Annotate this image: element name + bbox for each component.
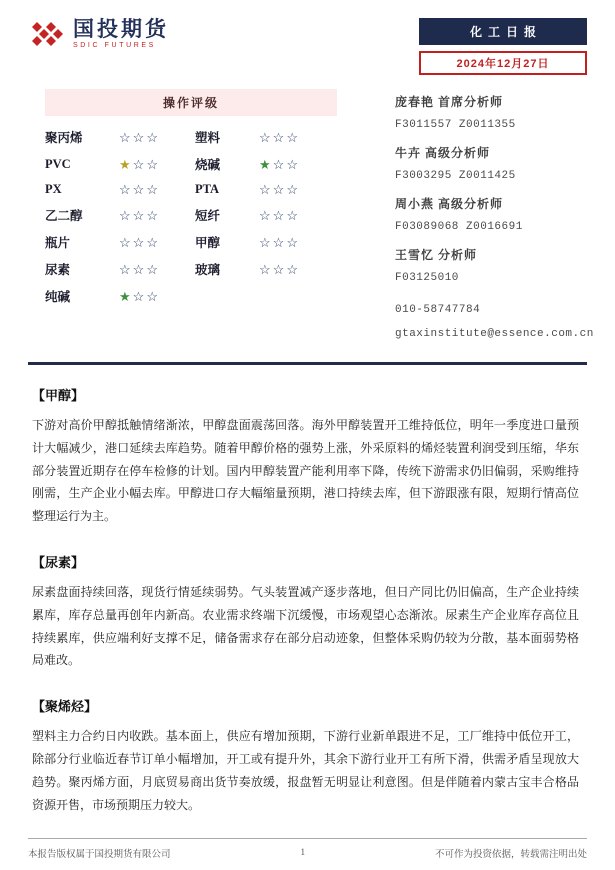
footer-copyright: 本报告版权属于国投期货有限公司 xyxy=(28,850,171,860)
star-filled-icon: ★ xyxy=(119,288,133,304)
star-hollow-icon: ☆ xyxy=(132,288,147,304)
star-hollow-icon: ☆ xyxy=(132,207,147,223)
star-hollow-icon: ☆ xyxy=(146,234,160,250)
star-hollow-icon: ☆ xyxy=(119,207,133,223)
commodity-name: 玻璃 xyxy=(195,263,221,277)
star-hollow-icon: ☆ xyxy=(272,261,287,277)
star-hollow-icon: ☆ xyxy=(286,182,300,197)
analyst-codes: F3011557 Z0011355 xyxy=(395,119,516,131)
report-date: 2024年12月27日 xyxy=(419,51,587,75)
commodity-rating xyxy=(119,183,195,196)
star-hollow-icon: ☆ xyxy=(119,182,133,197)
star-hollow-icon: ☆ xyxy=(272,156,287,172)
analyst-name-title: 牛卉 高级分析师 xyxy=(395,146,491,160)
commodity-rating xyxy=(259,131,335,144)
star-hollow-icon: ☆ xyxy=(132,234,147,250)
ratings-table xyxy=(45,128,337,305)
contact-block xyxy=(395,304,594,340)
analyst-name-title: 王雪忆 分析师 xyxy=(395,248,478,262)
brand-name: 国投期货 xyxy=(73,17,169,41)
analysts-panel xyxy=(395,89,594,352)
star-hollow-icon: ☆ xyxy=(146,156,160,172)
commodity-rating xyxy=(259,236,335,249)
star-hollow-icon: ☆ xyxy=(272,234,287,250)
section-body: 下游对高价甲醇抵触情绪渐浓，甲醇盘面震荡回落。海外甲醇装置开工维持低位，明年一季度进口量预计大幅减少，港口延续去库趋势。随着甲醇价格的强势上涨，外采原料的烯烃装置利润受到压缩，华东部分装置近期存在停车检修的计划。国内甲醇装置产能利用率下降，传统下游需求仍旧偏弱，采购维持刚需，生产企业小幅去库。甲醇进口存大幅缩量预期，港口持续去库，但下游跟涨有限，短期行情高位整理运行为主。 xyxy=(32,418,579,524)
commodity-rating xyxy=(119,209,195,222)
commodity-rating xyxy=(259,263,335,276)
footer-disclaimer: 不可作为投资依据，转载需注明出处 xyxy=(434,850,587,860)
commodity-rating xyxy=(119,263,195,276)
report-body xyxy=(0,365,615,816)
commodity-name: 烧碱 xyxy=(195,158,221,172)
star-hollow-icon: ☆ xyxy=(146,182,160,197)
star-filled-icon: ★ xyxy=(259,156,273,172)
star-hollow-icon: ☆ xyxy=(259,129,273,145)
star-hollow-icon: ☆ xyxy=(259,234,273,250)
report-section xyxy=(32,552,579,672)
commodity-name: 短纤 xyxy=(195,209,221,223)
page-header xyxy=(0,0,615,75)
commodity-rating xyxy=(259,209,335,222)
commodity-rating xyxy=(119,158,195,171)
star-hollow-icon: ☆ xyxy=(259,207,273,223)
analyst-block xyxy=(395,144,585,182)
star-hollow-icon: ☆ xyxy=(132,182,147,197)
section-title: 【甲醇】 xyxy=(32,388,85,403)
brand-subtitle: SDIC FUTURES xyxy=(73,42,156,50)
star-hollow-icon: ☆ xyxy=(146,129,160,145)
star-hollow-icon: ☆ xyxy=(132,156,147,172)
brand-text xyxy=(73,18,169,49)
analyst-codes: F03125010 xyxy=(395,272,459,284)
report-section xyxy=(32,696,579,816)
star-hollow-icon: ☆ xyxy=(119,234,133,250)
commodity-name: 瓶片 xyxy=(45,236,71,250)
star-hollow-icon: ☆ xyxy=(146,207,160,223)
analyst-name-title: 庞春艳 首席分析师 xyxy=(395,95,504,109)
report-section xyxy=(32,385,579,528)
analyst-block xyxy=(395,93,585,131)
footer-page-number: 1 xyxy=(300,848,306,858)
summary-area xyxy=(0,75,615,352)
commodity-rating xyxy=(119,290,195,303)
star-hollow-icon: ☆ xyxy=(286,234,300,250)
analyst-codes: F03089068 Z0016691 xyxy=(395,221,523,233)
brand-logo xyxy=(28,18,169,49)
star-hollow-icon: ☆ xyxy=(119,129,133,145)
commodity-rating xyxy=(119,131,195,144)
star-hollow-icon: ☆ xyxy=(146,261,160,277)
commodity-name: 纯碱 xyxy=(45,290,71,304)
header-right xyxy=(419,18,587,75)
analyst-block xyxy=(395,246,585,284)
star-hollow-icon: ☆ xyxy=(272,207,287,223)
contact-phone: 010-58747784 xyxy=(395,304,481,316)
commodity-name: 乙二醇 xyxy=(45,209,83,223)
star-hollow-icon: ☆ xyxy=(286,261,300,277)
star-hollow-icon: ☆ xyxy=(132,129,147,145)
commodity-name: 甲醇 xyxy=(195,236,221,250)
star-hollow-icon: ☆ xyxy=(259,261,273,277)
star-hollow-icon: ☆ xyxy=(286,207,300,223)
star-hollow-icon: ☆ xyxy=(272,182,287,197)
commodity-name: 尿素 xyxy=(45,263,71,277)
commodity-name: PTA xyxy=(195,182,220,196)
section-body: 塑料主力合约日内收跌。基本面上，供应有增加预期，下游行业新单跟进不足，工厂维持中低位开工，除部分行业临近春节订单小幅增加，开工或有提升外，其余下游行业开工有所下滑，供需矛盾呈现放大趋势。聚丙烯方面，月底贸易商出货节奏放缓，报盘暂无明显让利意图。但是伴随着内蒙古宝丰合格品资源开售，市场预期压力较大。 xyxy=(32,729,579,812)
star-filled-icon: ★ xyxy=(119,156,133,172)
analyst-codes: F3003295 Z0011425 xyxy=(395,170,516,182)
ratings-header: 操作评级 xyxy=(45,89,337,116)
commodity-name: PX xyxy=(45,182,62,196)
star-hollow-icon: ☆ xyxy=(272,129,287,145)
section-body: 尿素盘面持续回落，现货行情延续弱势。气头装置减产逐步落地，但日产同比仍旧偏高，生产企业持续累库，库存总量再创年内新高。农业需求终端下沉缓慢，市场观望心态渐浓。尿素生产企业库存高位且持续累库，供应端利好支撑不足，储备需求存在部分启动迹象，但整体采购仍较为分散，基本面弱势格局难改。 xyxy=(32,584,579,668)
star-hollow-icon: ☆ xyxy=(286,156,300,172)
brand-diamond-icon xyxy=(28,19,66,49)
star-hollow-icon: ☆ xyxy=(259,182,273,197)
analyst-name-title: 周小燕 高级分析师 xyxy=(395,197,504,211)
star-hollow-icon: ☆ xyxy=(132,261,147,277)
commodity-name: 聚丙烯 xyxy=(45,131,83,145)
commodity-rating xyxy=(259,158,335,171)
page-footer xyxy=(28,838,587,860)
star-hollow-icon: ☆ xyxy=(119,261,133,277)
report-title: 化工日报 xyxy=(419,18,587,45)
ratings-panel xyxy=(45,89,337,352)
analyst-block xyxy=(395,195,585,233)
section-title: 【聚烯烃】 xyxy=(32,699,98,715)
analysts-list xyxy=(395,93,585,284)
contact-email: gtaxinstitute@essence.com.cn xyxy=(395,328,594,340)
commodity-rating xyxy=(259,183,335,196)
commodity-name: 塑料 xyxy=(195,131,221,145)
commodity-name: PVC xyxy=(45,156,71,171)
section-title: 【尿素】 xyxy=(32,554,85,570)
star-hollow-icon: ☆ xyxy=(286,129,300,145)
commodity-rating xyxy=(119,236,195,249)
star-hollow-icon: ☆ xyxy=(146,288,160,304)
